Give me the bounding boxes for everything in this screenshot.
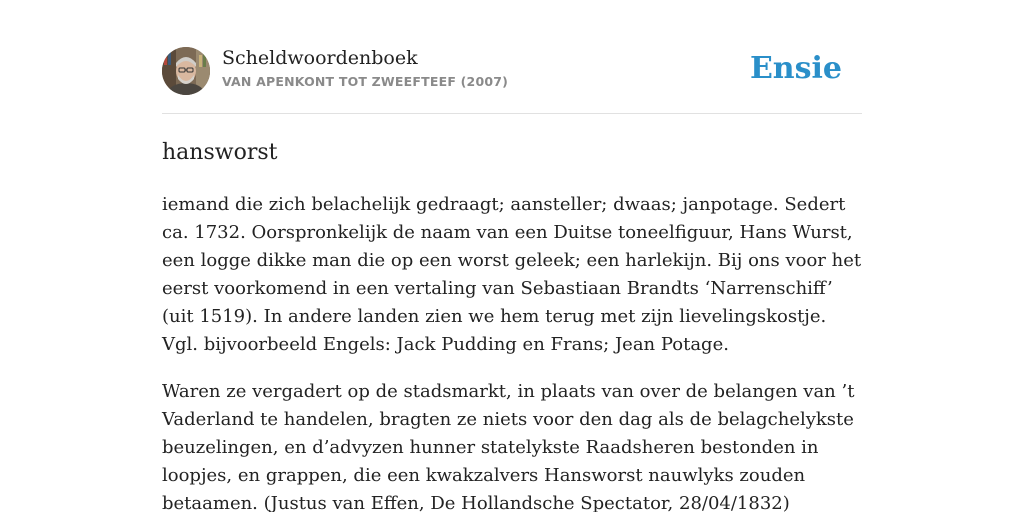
quote-text: Waren ze vergadert op de stadsmarkt, in plaats van over de belangen van ’t Vaderland te handelen, bragten ze niets voor den dag als de belagchelykste beuzelingen, en d’advyzen hunner statelykste Raadsheren bestonden in loopjes, en grappen, die een kwakzalvers Hansworst nauwlyks zouden betaamen. (Justus van Effen, De Hollandsche Spectator, 28/04/1832) [162, 381, 855, 512]
source-name[interactable]: Scheldwoordenboek [222, 47, 418, 69]
source-subtitle: VAN APENKONT TOT ZWEEFTEEF (2007) [222, 74, 509, 89]
definition-text: iemand die zich belachelijk gedraagt; aansteller; dwaas; janpotage. Sedert ca. 1732. Oorspronkelijk de naam van een Duitse toneelfiguur, Hans Wurst, een logge dikke man die op een worst geleek; een harlekijn. Bij ons voor het eerst voorkomend in een vertaling van Sebastiaan Brandts ‘Narrenschiff’ (uit 1519). In andere landen zien we hem terug met zijn lievelingskostje. Vgl. bijvoorbeeld Engels: Jack Pudding en Frans; Jean Potage. [162, 194, 862, 355]
entry-body [162, 191, 862, 512]
entry-card [162, 46, 862, 512]
author-portrait-icon [162, 47, 210, 95]
source-header [162, 46, 862, 114]
author-avatar[interactable] [162, 47, 210, 95]
headword: hansworst [162, 140, 278, 165]
brand-logo[interactable]: Ensie [749, 51, 842, 86]
